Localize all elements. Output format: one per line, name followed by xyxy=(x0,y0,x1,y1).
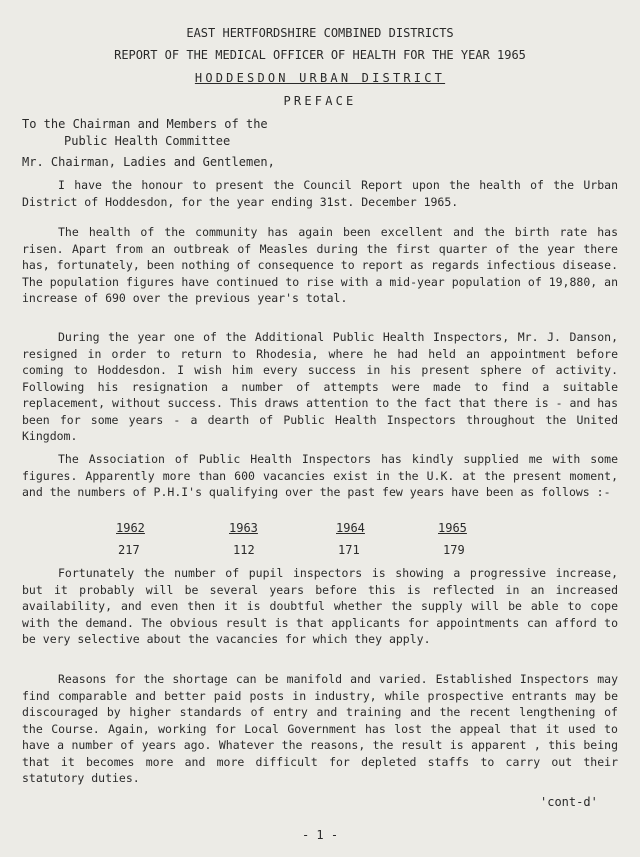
paragraph-reasons xyxy=(22,671,618,787)
paragraph-inspectors xyxy=(22,565,618,648)
paragraph-staffing xyxy=(22,329,618,445)
paragraph-intro xyxy=(22,177,618,210)
year-1963: 1963 xyxy=(229,521,258,535)
count-1963: 112 xyxy=(233,543,255,557)
preface-heading: PREFACE xyxy=(283,94,357,108)
paragraph-text: During the year one of the Additional Public Health Inspectors, Mr. J. Danson, resigned in order to return to Rhodesia, where he had held an appointment before coming to Hoddesdon. I wish him every success in his present sphere of activity. Following his resignation a number of attempts were made to find a suitable replacement, without success. This draws attention to the fact that there is - and has been for some years - a dearth of Public Health Inspectors throughout the United Kingdom. xyxy=(22,330,618,443)
salutation: Mr. Chairman, Ladies and Gentlemen, xyxy=(22,155,275,169)
address-line-2: Public Health Committee xyxy=(64,134,231,148)
count-1962: 217 xyxy=(118,543,140,557)
count-1964: 171 xyxy=(338,543,360,557)
paragraph-text: The Association of Public Health Inspectors has kindly supplied me with some figures. Apparently more than 600 vacancies exist in the U.K. at the present moment, and the numbers of P.H.I's qualifying over the past few years have been as follows :- xyxy=(22,452,618,499)
count-1965: 179 xyxy=(443,543,465,557)
district-heading: HODDESDON URBAN DISTRICT xyxy=(194,71,446,85)
year-1964: 1964 xyxy=(336,521,365,535)
paragraph-health xyxy=(22,224,618,307)
districts-heading: EAST HERTFORDSHIRE COMBINED DISTRICTS xyxy=(186,26,454,40)
address-line-1: To the Chairman and Members of the xyxy=(22,117,268,131)
paragraph-text: The health of the community has again been excellent and the birth rate has risen. Apart from an outbreak of Measles during the first quarter of the year there has, fortunately, been nothing of consequence to report as regards infectious disease. The population figures have continued to rise with a mid-year population of 19,880, an increase of 690 over the previous year's total. xyxy=(22,225,618,305)
paragraph-text: Fortunately the number of pupil inspectors is showing a progressive increase, but it probably will be several years before this is reflected in an increased availability, and even then it is doubtful whether the supply will be able to cope with the demand. The obvious result is that applicants for appointments can afford to be very selective about the vacancies for which they apply. xyxy=(22,566,618,646)
year-1965: 1965 xyxy=(438,521,467,535)
paragraph-text: Reasons for the shortage can be manifold and varied. Established Inspectors may find comparable and better paid posts in industry, while prospective entrants may be discouraged by higher standards of entry and training and the recent lengthening of the Course. Again, working for Local Government has lost the appeal that it used to have a number of years ago. Whatever the reasons, the result is apparent , this being that it becomes more and more difficult for depleted staffs to carry out their statutory duties. xyxy=(22,672,618,785)
continued-note: 'cont-d' xyxy=(540,795,598,809)
paragraph-text: I have the honour to present the Council Report upon the health of the Urban District of Hoddesdon, for the year ending 31st. December 1965. xyxy=(22,178,618,209)
year-1962: 1962 xyxy=(116,521,145,535)
paragraph-association xyxy=(22,451,618,501)
page-number: - 1 - xyxy=(301,828,339,842)
report-title: REPORT OF THE MEDICAL OFFICER OF HEALTH FOR THE YEAR 1965 xyxy=(114,48,526,62)
